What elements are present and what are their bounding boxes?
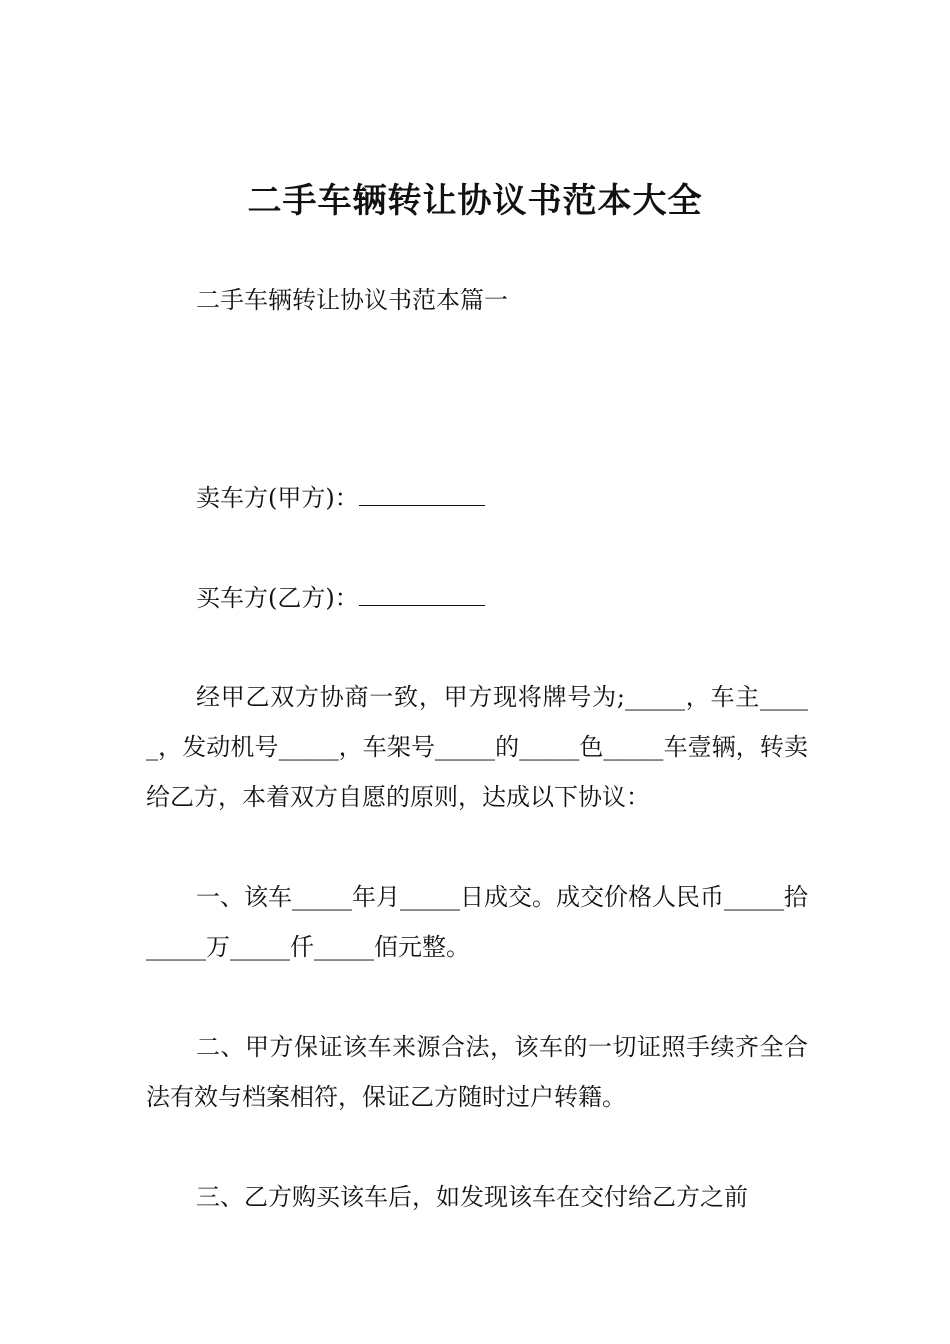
seller-blank: [359, 481, 485, 506]
document-title: 二手车辆转让协议书范本大全: [247, 181, 703, 221]
paragraph-clause-3: 三、乙方购买该车后，如发现该车在交付给乙方之前: [196, 1183, 748, 1211]
paragraph-clause-1: 一、该车_____年月_____日成交。成交价格人民币_____拾_____万_____仟_____佰元整。: [146, 883, 808, 961]
seller-line: [196, 480, 485, 516]
paragraph-vehicle-info: 经甲乙双方协商一致，甲方现将牌号为;_____，车主_____，发动机号_____，车架号_____的_____色_____车壹辆，转卖给乙方，本着双方自愿的原则，达成以下协议：: [146, 683, 808, 811]
seller-label: 卖车方(甲方)：: [196, 484, 359, 512]
buyer-blank: [359, 581, 485, 606]
section-title: 二手车辆转让协议书范本篇一: [196, 286, 508, 314]
paragraph-clause-2: 二、甲方保证该车来源合法，该车的一切证照手续齐全合法有效与档案相符，保证乙方随时过户转籍。: [146, 1033, 808, 1111]
buyer-label: 买车方(乙方)：: [196, 584, 359, 612]
buyer-line: [196, 580, 485, 616]
